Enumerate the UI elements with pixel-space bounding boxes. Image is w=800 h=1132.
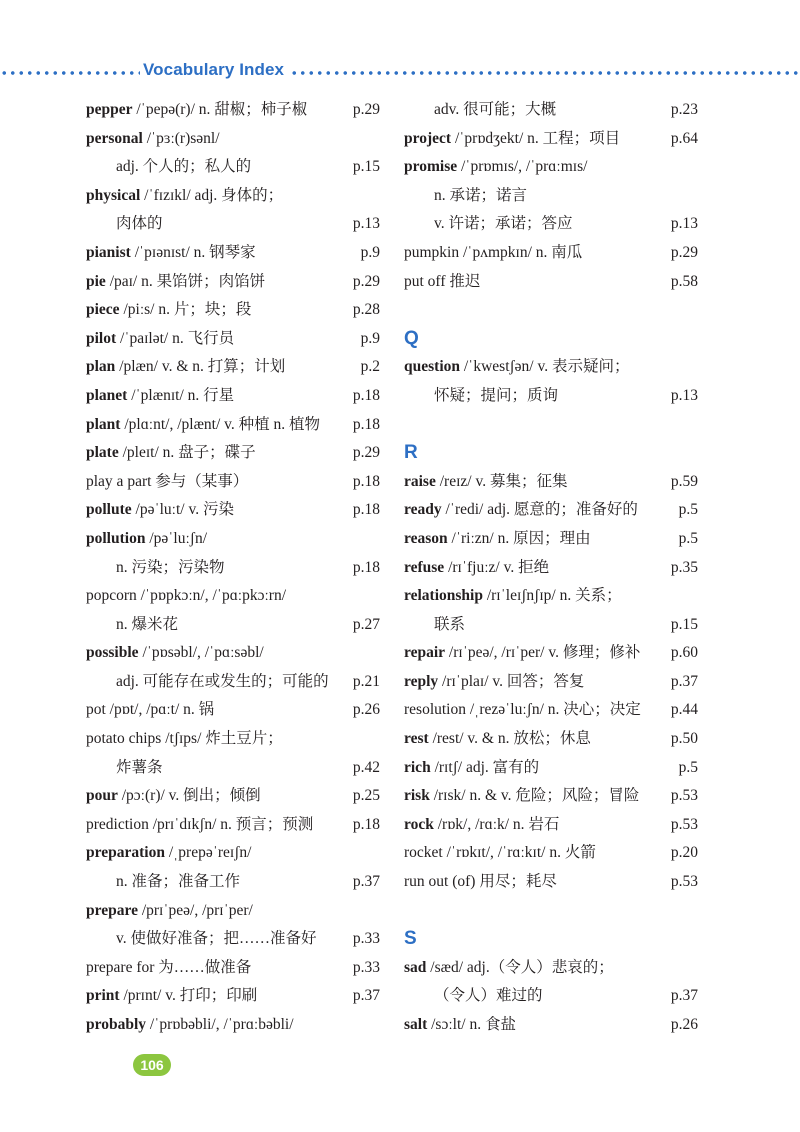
index-entry-line bbox=[86, 868, 380, 897]
index-entry-line bbox=[86, 639, 380, 668]
entry-definition: put off 推迟 bbox=[404, 272, 481, 290]
index-entry-line bbox=[404, 811, 698, 840]
index-entry-line bbox=[404, 868, 698, 897]
entry-definition: v. 使做好准备；把……准备好 bbox=[116, 930, 317, 948]
entry-definition: /pəˈluːt/ v. 污染 bbox=[131, 501, 234, 519]
index-entry-line bbox=[86, 782, 380, 811]
index-entry-line bbox=[404, 1011, 698, 1040]
page-reference: p.53 bbox=[670, 787, 698, 805]
index-entry-line bbox=[404, 611, 698, 640]
page-reference: p.9 bbox=[360, 329, 380, 347]
index-entry-line bbox=[404, 639, 698, 668]
page-reference: p.13 bbox=[352, 215, 380, 233]
index-entry-line bbox=[404, 153, 698, 182]
entry-definition: /rɒk/, /rɑːk/ n. 岩石 bbox=[433, 815, 560, 833]
entry-definition: 炸薯条 bbox=[116, 758, 163, 776]
headword: probably bbox=[86, 1016, 147, 1033]
headword: refuse bbox=[404, 558, 445, 576]
index-entry-line bbox=[86, 668, 380, 697]
headword: ready bbox=[404, 501, 442, 519]
entry-definition: /rɪˈfjuːz/ v. 拒绝 bbox=[444, 558, 550, 576]
entry-definition: /ˈkwestʃən/ v. 表示疑问； bbox=[460, 358, 630, 376]
index-entry-line bbox=[86, 754, 380, 783]
entry-definition: /ˈprɒdʒekt/ n. 工程；项目 bbox=[451, 129, 621, 147]
headword: relationship bbox=[404, 587, 483, 605]
index-entry-line bbox=[86, 353, 380, 382]
index-entry-line bbox=[86, 525, 380, 554]
entry-definition: /pleɪt/ n. 盘子；碟子 bbox=[118, 444, 256, 462]
headword: plate bbox=[86, 444, 119, 462]
entry-definition: n. 爆米花 bbox=[116, 615, 179, 633]
index-entry-line bbox=[404, 696, 698, 725]
page-reference: p.18 bbox=[352, 472, 380, 490]
entry-definition: /prɪnt/ v. 打印；印刷 bbox=[119, 987, 258, 1005]
entry-definition: /paɪ/ n. 果馅饼；肉馅饼 bbox=[105, 272, 266, 290]
page-reference: p.29 bbox=[352, 444, 380, 462]
entry-definition: /piːs/ n. 片；块；段 bbox=[119, 301, 252, 319]
index-column-right bbox=[404, 96, 698, 1040]
page-reference: p.53 bbox=[670, 873, 698, 891]
headword: raise bbox=[404, 472, 436, 490]
index-entry-line bbox=[404, 210, 698, 239]
index-entry-line bbox=[86, 1011, 380, 1040]
index-entry-line bbox=[86, 239, 380, 268]
page-reference: p.42 bbox=[352, 758, 380, 776]
index-entry-line bbox=[86, 811, 380, 840]
page-reference: p.9 bbox=[360, 243, 380, 261]
entry-definition: rocket /ˈrɒkɪt/, /ˈrɑːkɪt/ n. 火箭 bbox=[404, 844, 596, 862]
entry-definition: /plɑːnt/, /plænt/ v. 种植 n. 植物 bbox=[120, 415, 321, 433]
entry-definition: /ˈprɒmɪs/, /ˈprɑːmɪs/ bbox=[457, 158, 588, 176]
page-reference: p.60 bbox=[670, 644, 698, 662]
page-reference: p.15 bbox=[352, 158, 380, 176]
page-reference: p.29 bbox=[352, 101, 380, 118]
index-entry-line bbox=[404, 668, 698, 697]
page-reference: p.5 bbox=[678, 529, 698, 547]
index-entry-line bbox=[86, 411, 380, 440]
page-reference: p.59 bbox=[670, 472, 698, 490]
entry-definition: /ˈfɪzɪkl/ adj. 身体的； bbox=[140, 186, 284, 204]
section-gap bbox=[404, 897, 698, 926]
section-title: Vocabulary Index bbox=[143, 60, 285, 79]
entry-definition: n. 污染；污染物 bbox=[116, 558, 225, 576]
headword: reason bbox=[404, 529, 448, 547]
entry-definition: 怀疑；提问；质询 bbox=[434, 386, 559, 404]
page-reference: p.33 bbox=[352, 930, 380, 948]
index-entry-line bbox=[86, 325, 380, 354]
page-number-badge: 106 bbox=[133, 1054, 171, 1076]
page-reference: p.13 bbox=[670, 386, 698, 404]
index-entry-line bbox=[404, 839, 698, 868]
page-reference: p.26 bbox=[670, 1016, 698, 1033]
headword: pollute bbox=[86, 501, 132, 519]
entry-definition: n. 承诺；诺言 bbox=[434, 186, 528, 204]
headword: risk bbox=[404, 787, 430, 805]
page-reference: p.2 bbox=[360, 358, 380, 376]
index-entry-line bbox=[86, 96, 380, 125]
headword: pilot bbox=[86, 329, 117, 347]
page-reference: p.13 bbox=[670, 215, 698, 233]
entry-definition: potato chips /tʃɪps/ 炸土豆片； bbox=[86, 730, 283, 748]
index-entry-line bbox=[404, 382, 698, 411]
entry-definition: pot /pɒt/, /pɑːt/ n. 锅 bbox=[86, 701, 215, 719]
entry-definition: /ˈpaɪlət/ n. 飞行员 bbox=[116, 329, 235, 347]
index-entry-line bbox=[86, 268, 380, 297]
page-reference: p.37 bbox=[670, 672, 698, 690]
headword: pie bbox=[86, 272, 106, 290]
index-entry-line bbox=[404, 754, 698, 783]
index-column-left bbox=[86, 96, 380, 1040]
headword: plant bbox=[86, 415, 121, 433]
index-entry-line bbox=[86, 982, 380, 1011]
entry-definition: /ˈriːzn/ n. 原因；理由 bbox=[447, 529, 591, 547]
index-entry-line bbox=[404, 554, 698, 583]
headword: rest bbox=[404, 730, 429, 748]
index-entry-line bbox=[86, 153, 380, 182]
entry-definition: prediction /prɪˈdɪkʃn/ n. 预言；预测 bbox=[86, 815, 314, 833]
entry-definition: adv. 很可能；大概 bbox=[434, 101, 557, 118]
index-entry-line bbox=[86, 897, 380, 926]
index-entry-line bbox=[86, 496, 380, 525]
section-gap bbox=[404, 411, 698, 440]
headword: personal bbox=[86, 129, 143, 147]
index-entry-line bbox=[86, 696, 380, 725]
entry-definition: /plæn/ v. & n. 打算；计划 bbox=[115, 358, 286, 376]
entry-definition: /rɪˈpeə/, /rɪˈper/ v. 修理；修补 bbox=[445, 644, 641, 662]
entry-definition: /ˈpɜː(r)sənl/ bbox=[142, 129, 220, 147]
page-reference: p.5 bbox=[678, 758, 698, 776]
entry-definition: pumpkin /ˈpʌmpkɪn/ n. 南瓜 bbox=[404, 243, 583, 261]
index-entry-line bbox=[404, 468, 698, 497]
section-gap bbox=[404, 296, 698, 325]
index-entry-line bbox=[86, 582, 380, 611]
headword: plan bbox=[86, 358, 116, 376]
page-reference: p.21 bbox=[352, 672, 380, 690]
index-entry-line bbox=[86, 839, 380, 868]
index-entry-line bbox=[86, 725, 380, 754]
index-entry-line bbox=[404, 525, 698, 554]
index-entry-line bbox=[86, 611, 380, 640]
page-reference: p.35 bbox=[670, 558, 698, 576]
headword: planet bbox=[86, 386, 128, 404]
page-reference: p.37 bbox=[352, 987, 380, 1005]
entry-definition: /pəˈluːʃn/ bbox=[145, 529, 208, 547]
entry-definition: /rɪˈplaɪ/ v. 回答；答复 bbox=[438, 672, 585, 690]
headword: preparation bbox=[86, 844, 165, 862]
page-reference: p.18 bbox=[352, 815, 380, 833]
index-entry-line bbox=[404, 96, 698, 125]
page-reference: p.58 bbox=[670, 272, 698, 290]
headword: sad bbox=[404, 958, 427, 976]
section-letter: R bbox=[404, 442, 418, 464]
headword: pour bbox=[86, 787, 118, 805]
page-reference: p.33 bbox=[352, 958, 380, 976]
headword: promise bbox=[404, 158, 458, 176]
index-entry-line bbox=[86, 439, 380, 468]
page-reference: p.18 bbox=[352, 558, 380, 576]
entry-definition: 联系 bbox=[434, 615, 466, 633]
entry-definition: resolution /ˌrezəˈluːʃn/ n. 决心；决定 bbox=[404, 701, 641, 719]
entry-definition: /rɪsk/ n. & v. 危险；风险；冒险 bbox=[429, 787, 640, 805]
dotted-rule-right bbox=[290, 70, 800, 76]
page-reference: p.27 bbox=[352, 615, 380, 633]
entry-definition: /ˈprɒbəbli/, /ˈprɑːbəbli/ bbox=[146, 1016, 294, 1033]
index-entry-line bbox=[404, 725, 698, 754]
headword: rock bbox=[404, 815, 434, 833]
headword: print bbox=[86, 987, 120, 1005]
index-entry-line bbox=[404, 582, 698, 611]
index-entry-line bbox=[404, 182, 698, 211]
headword: prepare bbox=[86, 901, 138, 919]
index-entry-line bbox=[86, 468, 380, 497]
page-reference: p.37 bbox=[670, 987, 698, 1005]
index-entry-line bbox=[86, 554, 380, 583]
headword: question bbox=[404, 358, 460, 376]
index-entry-line bbox=[86, 382, 380, 411]
page-reference: p.18 bbox=[352, 501, 380, 519]
entry-definition: adj. 个人的；私人的 bbox=[116, 158, 252, 176]
entry-definition: （令人）难过的 bbox=[434, 987, 543, 1005]
entry-definition: run out (of) 用尽；耗尽 bbox=[404, 873, 557, 891]
section-letter: S bbox=[404, 928, 417, 950]
index-entry-line bbox=[404, 782, 698, 811]
entry-definition: /rest/ v. & n. 放松；休息 bbox=[428, 730, 591, 748]
entry-definition: play a part 参与（某事） bbox=[86, 472, 249, 490]
page-reference: p.23 bbox=[670, 101, 698, 118]
page-reference: p.44 bbox=[670, 701, 698, 719]
page-reference: p.18 bbox=[352, 386, 380, 404]
page-reference: p.20 bbox=[670, 844, 698, 862]
page-reference: p.5 bbox=[678, 501, 698, 519]
entry-definition: /ˈpepə(r)/ n. 甜椒；柿子椒 bbox=[132, 101, 308, 118]
headword: repair bbox=[404, 644, 446, 662]
headword: piece bbox=[86, 301, 120, 319]
entry-definition: n. 准备；准备工作 bbox=[116, 873, 241, 891]
index-entry-line bbox=[404, 982, 698, 1011]
entry-definition: /pɔː(r)/ v. 倒出；倾倒 bbox=[117, 787, 261, 805]
entry-definition: /sæd/ adj.（令人）悲哀的； bbox=[426, 958, 614, 976]
headword: physical bbox=[86, 186, 141, 204]
index-entry-line bbox=[404, 954, 698, 983]
page-reference: p.50 bbox=[670, 730, 698, 748]
headword: reply bbox=[404, 672, 439, 690]
index-entry-line bbox=[404, 125, 698, 154]
page-reference: p.25 bbox=[352, 787, 380, 805]
index-entry-line bbox=[86, 182, 380, 211]
entry-definition: /ˈpɪənɪst/ n. 钢琴家 bbox=[130, 243, 256, 261]
index-entry-line bbox=[86, 925, 380, 954]
headword: pianist bbox=[86, 243, 131, 261]
headword: possible bbox=[86, 644, 139, 662]
entry-definition: prepare for 为……做准备 bbox=[86, 958, 252, 976]
page-reference: p.53 bbox=[670, 815, 698, 833]
entry-definition: /sɔːlt/ n. 食盐 bbox=[427, 1016, 516, 1033]
page-reference: p.15 bbox=[670, 615, 698, 633]
section-letter: Q bbox=[404, 327, 419, 349]
entry-definition: /reɪz/ v. 募集；征集 bbox=[435, 472, 568, 490]
entry-definition: /ˈplænɪt/ n. 行星 bbox=[127, 386, 235, 404]
entry-definition: /ˈredi/ adj. 愿意的；准备好的 bbox=[441, 501, 638, 519]
page-reference: p.28 bbox=[352, 301, 380, 319]
dotted-rule-left bbox=[0, 70, 140, 76]
headword: rich bbox=[404, 758, 431, 776]
page-reference: p.26 bbox=[352, 701, 380, 719]
index-entry-line bbox=[86, 296, 380, 325]
entry-definition: 肉体的 bbox=[116, 215, 163, 233]
headword: pepper bbox=[86, 101, 133, 118]
index-entry-line bbox=[86, 125, 380, 154]
entry-definition: /ˌprepəˈreɪʃn/ bbox=[164, 844, 252, 862]
page-reference: p.64 bbox=[670, 129, 698, 147]
entry-definition: /ˈpɒsəbl/, /ˈpɑːsəbl/ bbox=[138, 644, 264, 662]
entry-definition: popcorn /ˈpɒpkɔːn/, /ˈpɑːpkɔːrn/ bbox=[86, 587, 287, 605]
page-reference: p.29 bbox=[670, 243, 698, 261]
page-reference: p.29 bbox=[352, 272, 380, 290]
index-entry-line bbox=[404, 268, 698, 297]
index-entry-line bbox=[404, 496, 698, 525]
page-reference: p.37 bbox=[352, 873, 380, 891]
headword: project bbox=[404, 129, 452, 147]
entry-definition: v. 许诺；承诺；答应 bbox=[434, 215, 573, 233]
index-entry-line bbox=[404, 239, 698, 268]
page-reference: p.18 bbox=[352, 415, 380, 433]
headword: salt bbox=[404, 1016, 428, 1033]
entry-definition: /prɪˈpeə/, /prɪˈper/ bbox=[137, 901, 253, 919]
entry-definition: /rɪˈleɪʃnʃɪp/ n. 关系； bbox=[482, 587, 622, 605]
index-entry-line bbox=[86, 954, 380, 983]
index-entry-line bbox=[404, 353, 698, 382]
page-header bbox=[0, 58, 800, 86]
entry-definition: /rɪtʃ/ adj. 富有的 bbox=[430, 758, 540, 776]
entry-definition: adj. 可能存在或发生的；可能的 bbox=[116, 672, 329, 690]
index-entry-line bbox=[86, 210, 380, 239]
headword: pollution bbox=[86, 529, 146, 547]
